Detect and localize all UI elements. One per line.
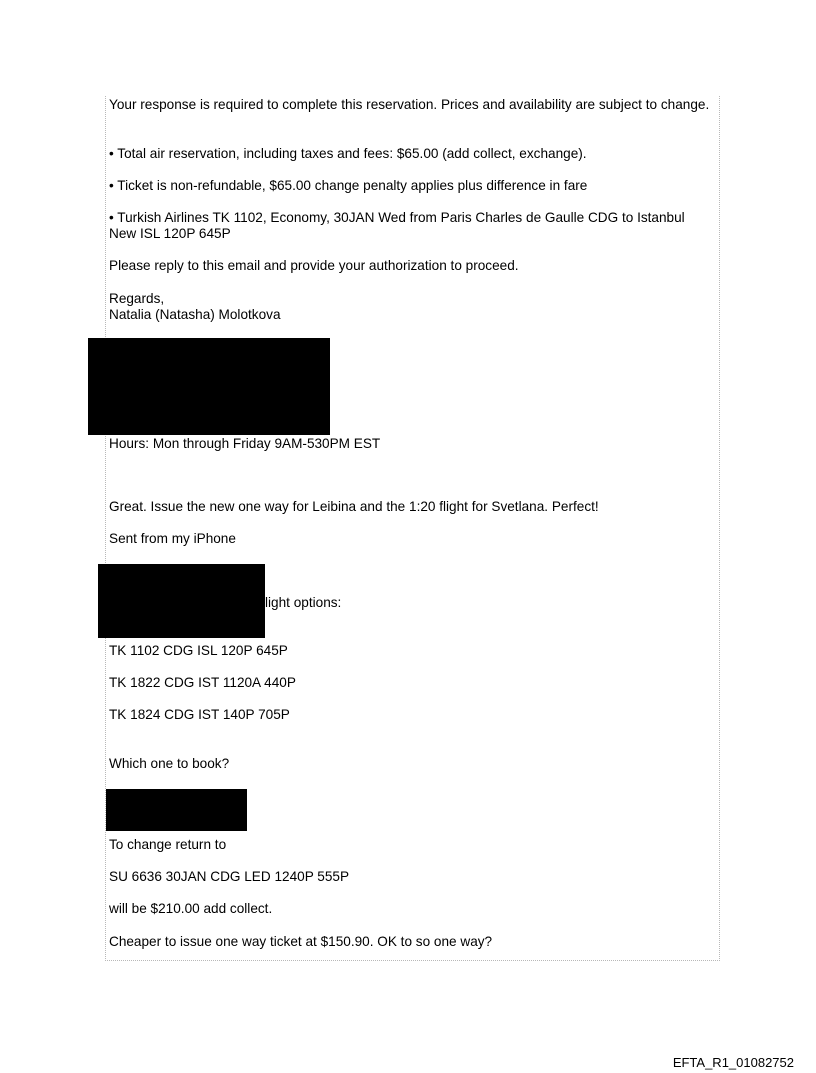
booking-question: Which one to book?: [109, 756, 230, 771]
sender-name: Natalia (Natasha) Molotkova: [109, 307, 281, 322]
change-cost: will be $210.00 add collect.: [109, 901, 273, 916]
office-hours: Hours: Mon through Friday 9AM-530PM EST: [109, 436, 381, 451]
bullet-non-refundable: • Ticket is non-refundable, $65.00 change penalty applies plus difference in fare: [109, 178, 588, 193]
change-return-intro: To change return to: [109, 837, 227, 852]
signoff: Regards,: [109, 291, 165, 306]
authorization-request: Please reply to this email and provide your authorization to proceed.: [109, 258, 519, 273]
flight-options-heading: light options:: [265, 595, 342, 610]
bates-number: EFTA_R1_01082752: [672, 1055, 794, 1070]
bullet-flight-details: • Turkish Airlines TK 1102, Economy, 30JAN Wed from Paris Charles de Gaulle CDG to Istanbul New ISL 120P 645P: [109, 210, 685, 241]
sent-from-signature: Sent from my iPhone: [109, 531, 236, 546]
redaction-block: [98, 564, 265, 638]
flight-option: TK 1822 CDG IST 1120A 440P: [109, 675, 296, 690]
reply-message: Great. Issue the new one way for Leibina and the 1:20 flight for Svetlana. Perfect!: [109, 499, 599, 514]
redaction-block: [88, 338, 330, 435]
flight-option: TK 1824 CDG IST 140P 705P: [109, 707, 290, 722]
flight-option: TK 1102 CDG ISL 120P 645P: [109, 643, 288, 658]
one-way-offer: Cheaper to issue one way ticket at $150.90. OK to so one way?: [109, 934, 493, 949]
bullet-total-price: • Total air reservation, including taxes and fees: $65.00 (add collect, exchange).: [109, 146, 587, 161]
reservation-notice: Your response is required to complete this reservation. Prices and availability are subject to change.: [109, 97, 710, 112]
return-flight: SU 6636 30JAN CDG LED 1240P 555P: [109, 869, 350, 884]
redaction-block: [106, 789, 247, 831]
